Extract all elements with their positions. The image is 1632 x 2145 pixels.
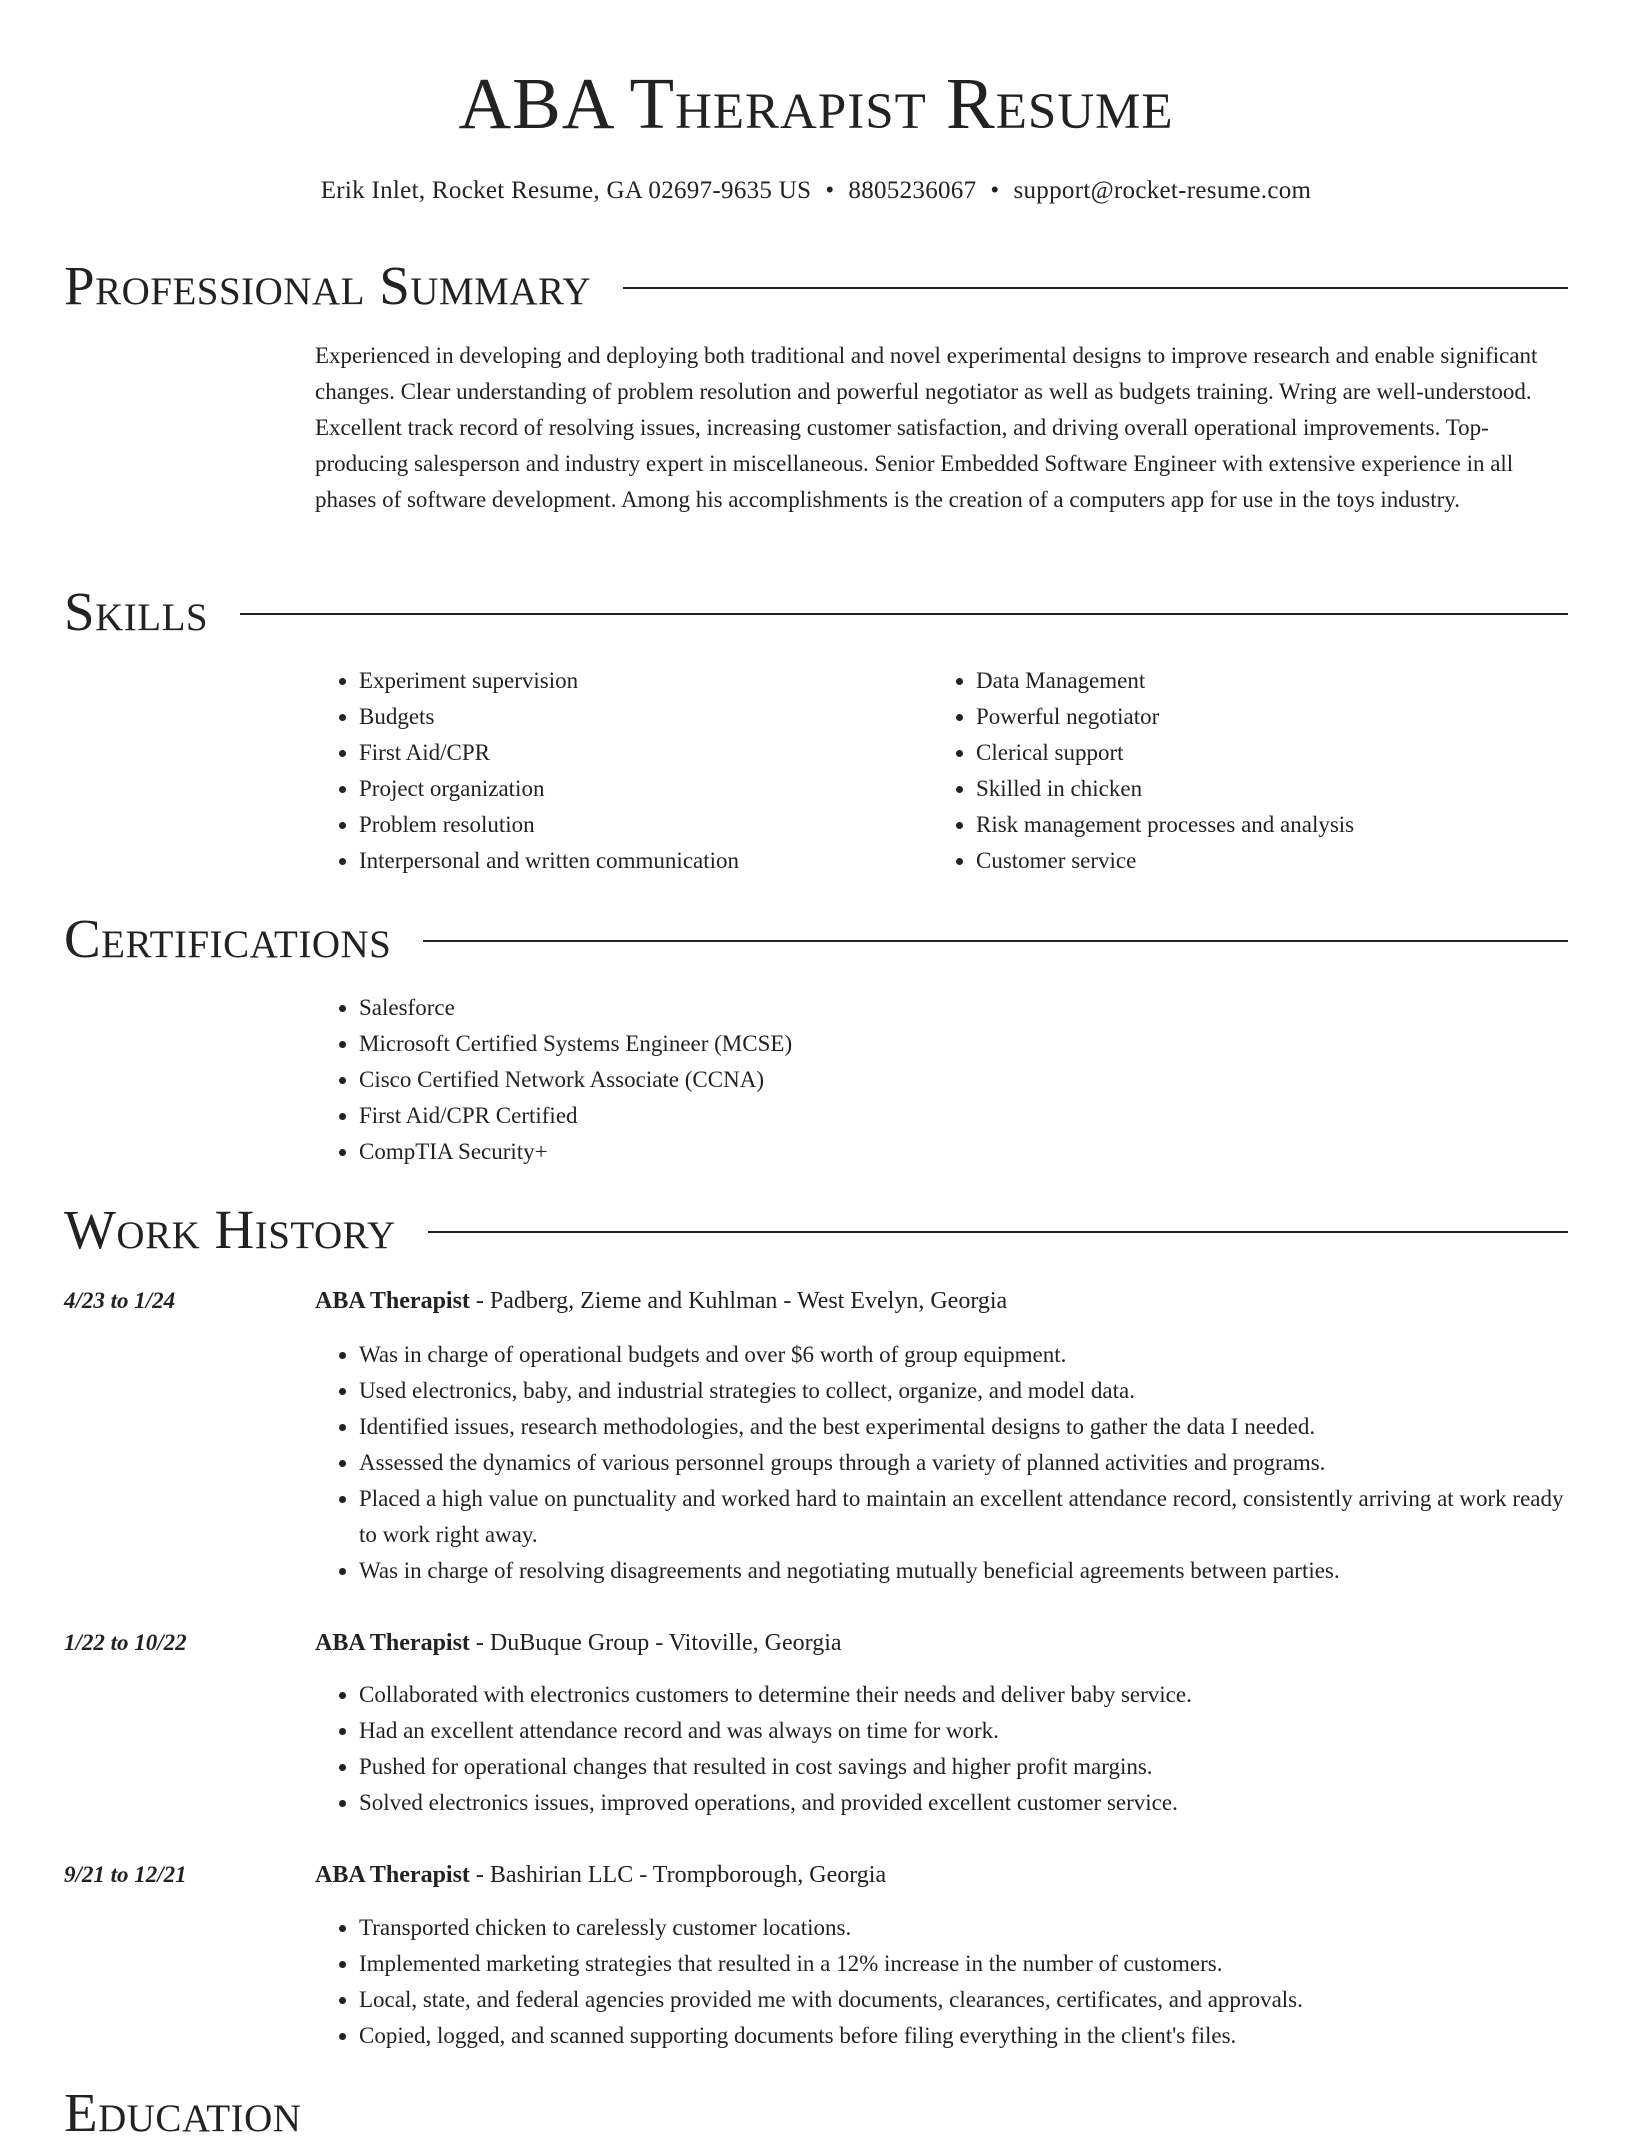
skills-column-left — [315, 663, 932, 879]
job-bullet: • Implemented marketing strategies that resulted in a 12% increase in the number of customers. — [359, 1946, 1571, 1982]
job-company: - Bashirian LLC - Trompborough, Georgia — [469, 1862, 887, 1888]
section-divider — [423, 940, 1568, 942]
skill-item: • Budgets — [359, 699, 932, 735]
skill-item: • Experiment supervision — [359, 663, 932, 699]
section-divider — [623, 287, 1568, 289]
job-bullet: • Transported chicken to carelessly customer locations. — [359, 1910, 1571, 1946]
job-dates: 9/21 to 12/21 — [64, 1862, 187, 1887]
certifications-heading: Certifications — [64, 908, 392, 969]
education-heading: Education — [64, 2082, 302, 2143]
summary-section-header — [64, 254, 1568, 318]
job-title — [315, 1283, 1571, 1319]
skills-column-right — [932, 663, 1549, 879]
resume-title: ABA Therapist Resume — [458, 63, 1174, 144]
skill-item: • Skilled in chicken — [976, 771, 1549, 807]
certifications-section-header — [64, 907, 1568, 971]
certification-item: • Salesforce — [359, 990, 1571, 1026]
certification-item: • CompTIA Security+ — [359, 1134, 1571, 1170]
job-role: ABA Therapist — [315, 1288, 470, 1314]
contact-address: Erik Inlet, Rocket Resume, GA 02697-9635 US — [320, 177, 812, 204]
skill-item: • Interpersonal and written communication — [359, 843, 932, 879]
job-bullets — [315, 1677, 1571, 1821]
job-company: - DuBuque Group - Vitoville, Georgia — [469, 1630, 842, 1656]
skill-item: • Risk management processes and analysis — [976, 807, 1549, 843]
job-bullet: • Placed a high value on punctuality and worked hard to maintain an excellent attendance record, consistently arriving at work ready to work right away. — [359, 1481, 1571, 1553]
certification-item: • Cisco Certified Network Associate (CCNA) — [359, 1062, 1571, 1098]
job-title — [315, 1857, 1571, 1893]
certification-item: • Microsoft Certified Systems Engineer (MCSE) — [359, 1026, 1571, 1062]
work-heading: Work History — [64, 1199, 396, 1260]
job-bullet: • Had an excellent attendance record and was always on time for work. — [359, 1713, 1571, 1749]
job-dates: 1/22 to 10/22 — [64, 1630, 187, 1655]
certifications-list — [315, 990, 1571, 1170]
job-bullet: • Assessed the dynamics of various personnel groups through a variety of planned activities and programs. — [359, 1445, 1571, 1481]
job-bullet: • Was in charge of resolving disagreements and negotiating mutually beneficial agreements between parties. — [359, 1553, 1571, 1589]
summary-heading: Professional Summary — [64, 255, 592, 316]
skill-item: • Clerical support — [976, 735, 1549, 771]
job-bullet: • Collaborated with electronics customers to determine their needs and deliver baby service. — [359, 1677, 1571, 1713]
skill-item: • Project organization — [359, 771, 932, 807]
job-bullet: • Local, state, and federal agencies provided me with documents, clearances, certificates, and approvals. — [359, 1982, 1571, 2018]
section-divider — [428, 1231, 1568, 1233]
job-bullet: • Identified issues, research methodologies, and the best experimental designs to gather the data I needed. — [359, 1409, 1571, 1445]
job-bullet: • Used electronics, baby, and industrial strategies to collect, organize, and model data. — [359, 1373, 1571, 1409]
contact-separator: • — [990, 177, 1000, 204]
job-bullets — [315, 1337, 1571, 1589]
contact-line — [0, 174, 1632, 208]
job-bullet: • Solved electronics issues, improved operations, and provided excellent customer service. — [359, 1785, 1571, 1821]
section-divider — [240, 613, 1568, 615]
job-bullet: • Pushed for operational changes that resulted in cost savings and higher profit margins. — [359, 1749, 1571, 1785]
contact-email: support@rocket-resume.com — [1013, 177, 1312, 204]
job-dates: 4/23 to 1/24 — [64, 1288, 176, 1313]
skill-item: • Data Management — [976, 663, 1549, 699]
skills-heading: Skills — [64, 581, 209, 642]
job-bullets — [315, 1910, 1571, 2054]
contact-separator: • — [825, 177, 835, 204]
job-bullet: • Copied, logged, and scanned supporting documents before filing everything in the client's files. — [359, 2018, 1571, 2054]
skills-section-header — [64, 580, 1568, 644]
job-bullet: • Was in charge of operational budgets and over $6 worth of group equipment. — [359, 1337, 1571, 1373]
skill-item: • First Aid/CPR — [359, 735, 932, 771]
education-section-header — [64, 2081, 1568, 2145]
work-section-header — [64, 1198, 1568, 1262]
job-role: ABA Therapist — [315, 1630, 470, 1656]
contact-phone: 8805236067 — [848, 177, 977, 204]
skills-list — [315, 663, 1571, 879]
job-role: ABA Therapist — [315, 1862, 470, 1888]
job-company: - Padberg, Zieme and Kuhlman - West Evelyn, Georgia — [469, 1288, 1008, 1314]
certification-item: • First Aid/CPR Certified — [359, 1098, 1571, 1134]
skill-item: • Powerful negotiator — [976, 699, 1549, 735]
skill-item: • Problem resolution — [359, 807, 932, 843]
job-title — [315, 1625, 1571, 1661]
skill-item: • Customer service — [976, 843, 1549, 879]
summary-text: Experienced in developing and deploying both traditional and novel experimental designs to improve research and enable significant changes. Clear understanding of problem resolution and powerful negotiator as well as budgets training. Wring are well-understood. Excellent track record of resolving issues, increasing customer satisfaction, and driving overall operational improvements. Top-producing salesperson and industry expert in miscellaneous. Senior Embedded Software Engineer with extensive experience in all phases of software development. Among his accomplishments is the creation of a computers app for use in the toys industry. — [315, 343, 1538, 512]
